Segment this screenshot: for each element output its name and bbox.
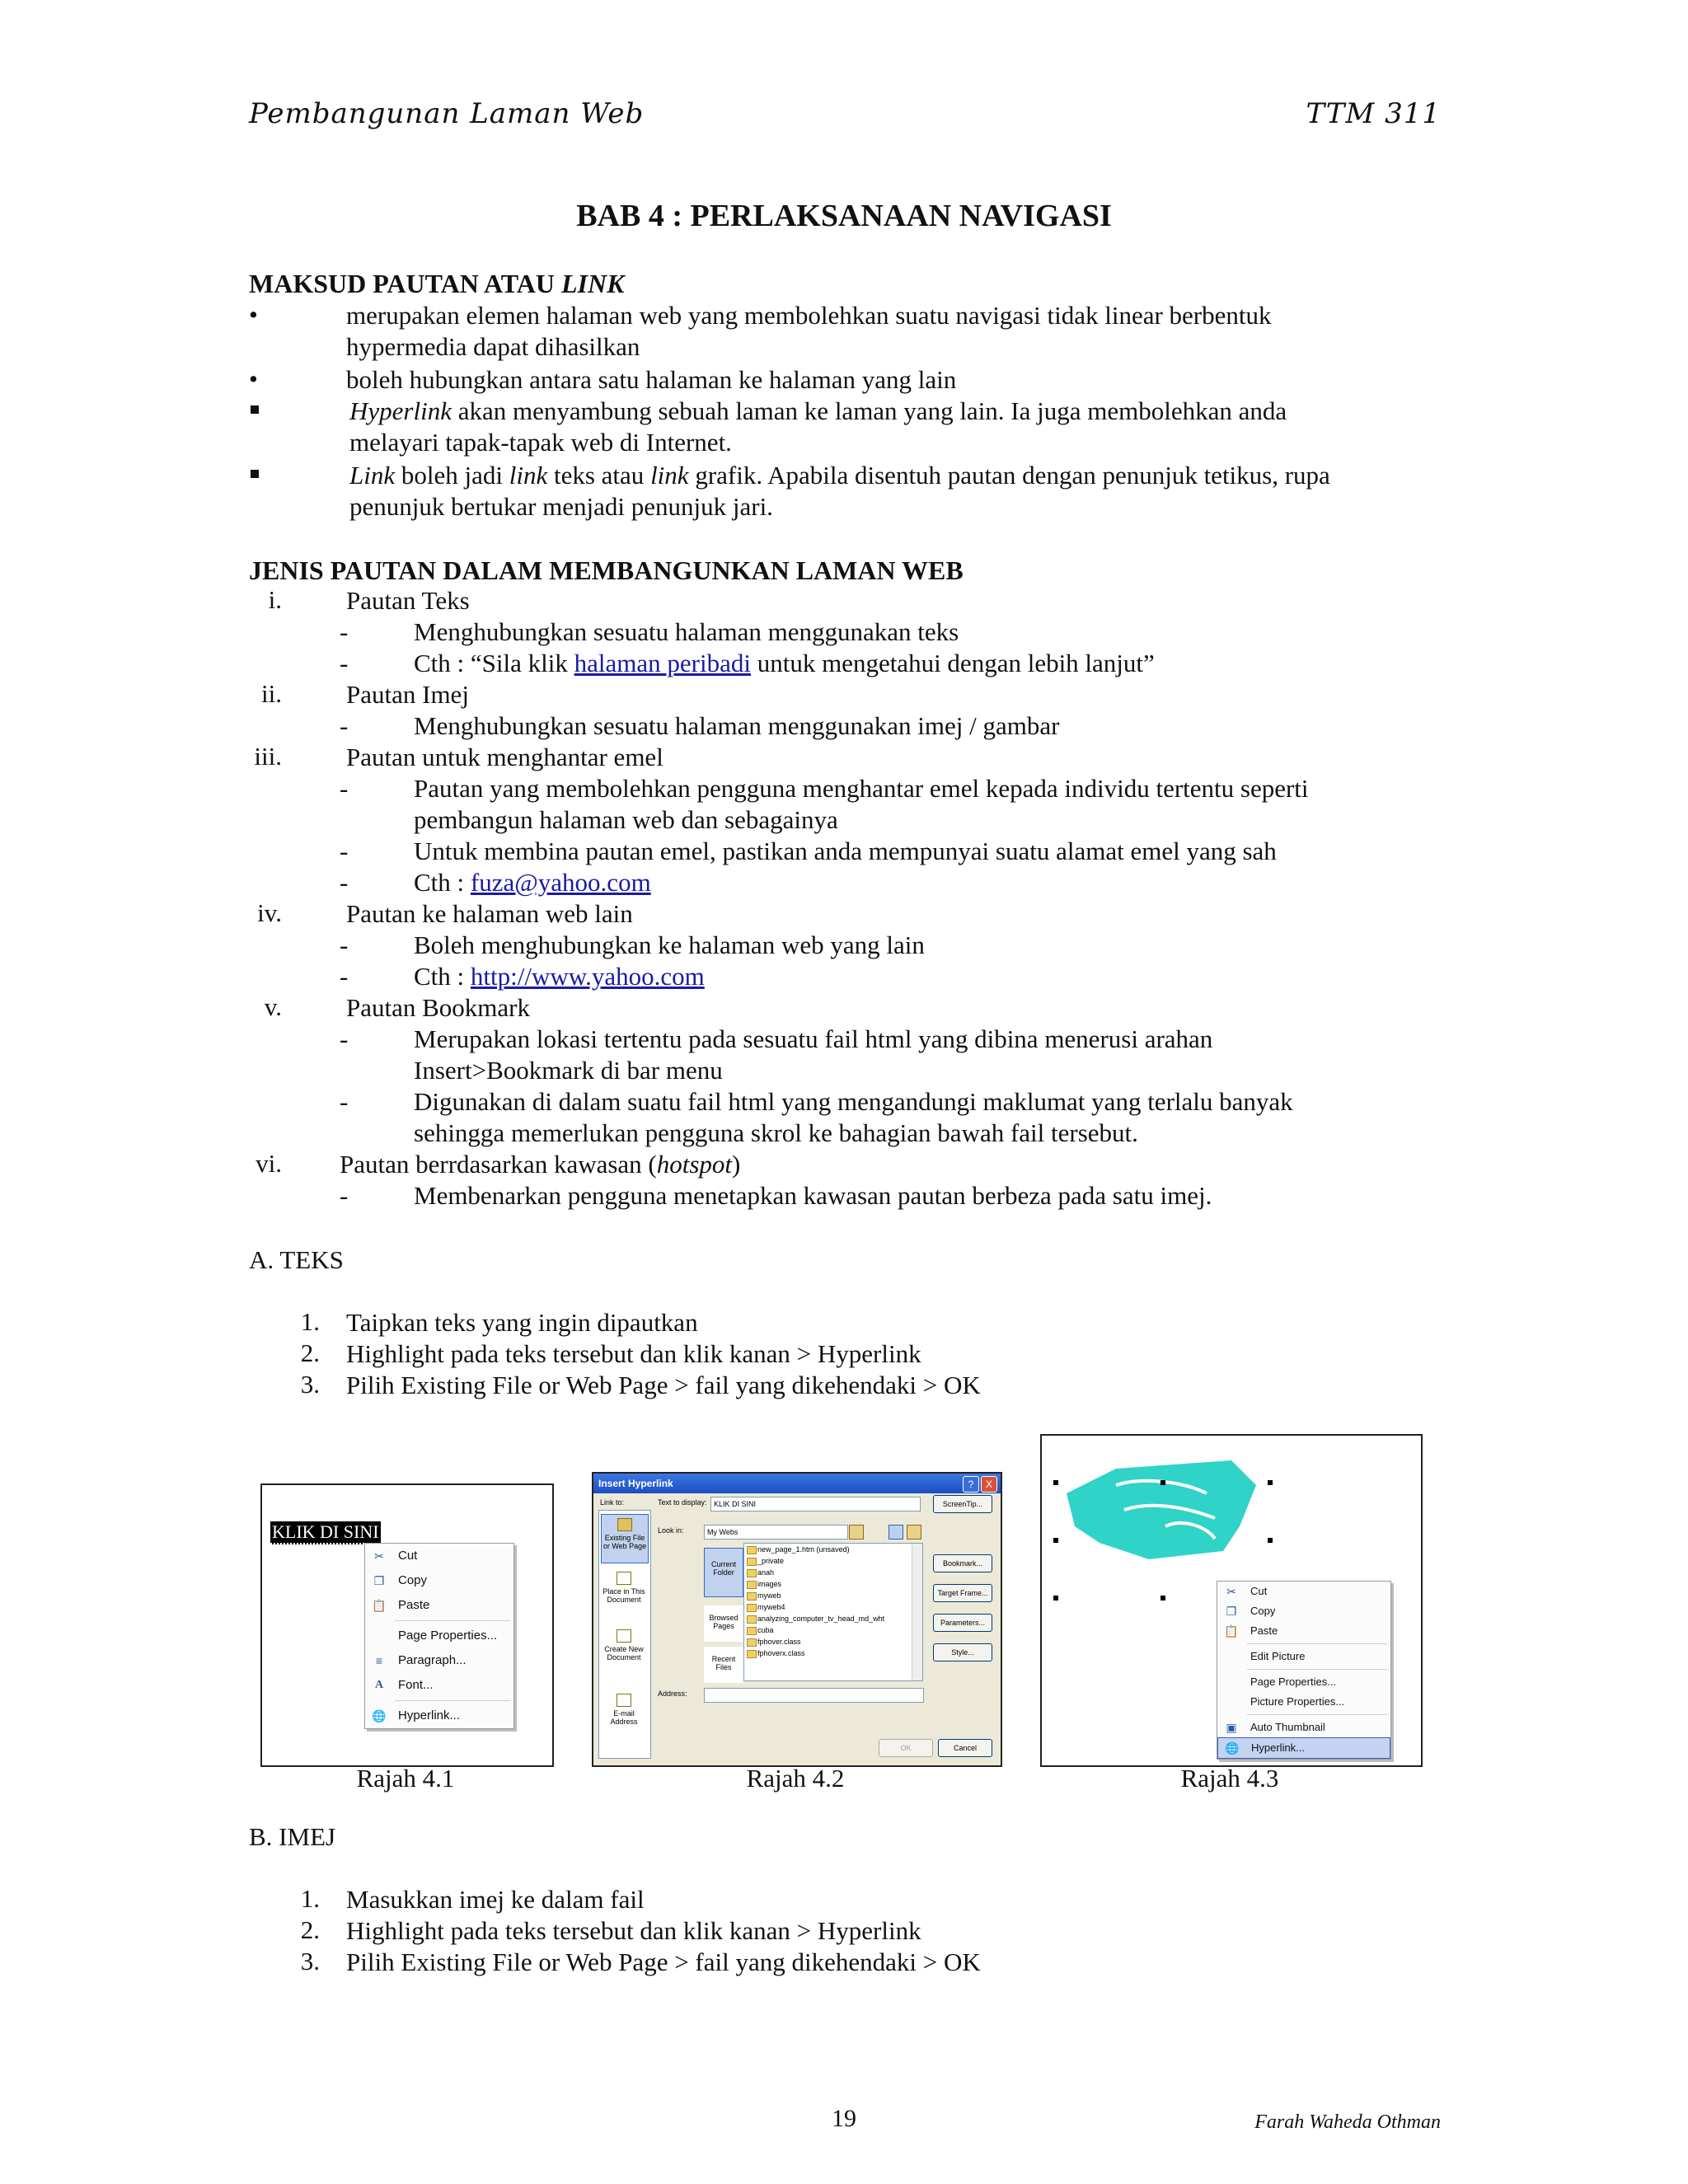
bullet-text: Link boleh jadi link teks atau link grafik. Apabila disentuh pautan dengan penunjuk tetikus, rupa xyxy=(349,461,1330,490)
text-to-display-input[interactable]: KLIK DI SINI xyxy=(710,1497,921,1511)
step-number: 3. xyxy=(300,1370,320,1399)
description: Pautan yang membolehkan pengguna menghantar emel kepada individu tertentu seperti xyxy=(414,774,1309,803)
section-heading-link-meaning: MAKSUD PAUTAN ATAU LINK xyxy=(249,269,625,298)
figure-4-2-insert-hyperlink xyxy=(592,1472,1002,1767)
list-numeral: i. xyxy=(268,585,282,614)
resize-handle[interactable] xyxy=(1053,1538,1058,1543)
description: Membenarkan pengguna menetapkan kawasan pautan berbeza pada satu imej. xyxy=(414,1181,1212,1210)
running-header-title: Pembangunan Laman Web xyxy=(249,97,645,130)
scissors-icon: ✂ xyxy=(374,1549,384,1563)
menu-item-page-properties[interactable]: Page Properties... xyxy=(1250,1675,1337,1688)
menu-item-hyperlink[interactable]: 🌐 Hyperlink... xyxy=(372,1708,461,1722)
running-header-course: TTM 311 xyxy=(1306,97,1441,130)
bullet-text: boleh hubungkan antara satu halaman ke halaman yang lain xyxy=(346,365,957,394)
dash: - xyxy=(340,711,349,740)
example-email-link[interactable]: fuza@yahoo.com xyxy=(470,868,651,897)
step-text: Masukkan imej ke dalam fail xyxy=(346,1885,645,1914)
link-type-label: Pautan Teks xyxy=(346,586,470,615)
selected-text: KLIK DI SINI xyxy=(270,1521,381,1544)
bullet-text-cont: melayari tapak-tapak web di Internet. xyxy=(349,428,732,457)
image-context-menu xyxy=(1217,1581,1391,1760)
subsection-heading-image: B. IMEJ xyxy=(249,1822,336,1851)
description: Cth : “Sila klik halaman peribadi untuk mengetahui dengan lebih lanjut” xyxy=(414,649,1155,677)
step-number: 2. xyxy=(300,1915,320,1944)
list-item[interactable]: images xyxy=(744,1578,922,1590)
browse-file-icon[interactable] xyxy=(907,1525,921,1540)
current-folder-tab[interactable]: Current Folder xyxy=(704,1548,743,1597)
link-type-label: Pautan ke halaman web lain xyxy=(346,899,633,928)
dash: - xyxy=(340,837,349,865)
example-text-link[interactable]: halaman peribadi xyxy=(574,649,751,677)
list-numeral: vi. xyxy=(256,1149,282,1178)
bullet-marker: • xyxy=(249,364,258,393)
description: Menghubungkan sesuatu halaman menggunakan imej / gambar xyxy=(414,711,1060,740)
address-input[interactable] xyxy=(704,1688,924,1703)
square-bullet xyxy=(251,470,259,478)
clipart-shape xyxy=(1067,1460,1256,1559)
create-new-document-button[interactable]: Create New Document xyxy=(601,1629,647,1661)
cancel-button[interactable]: Cancel xyxy=(938,1739,992,1757)
description: Cth : fuza@yahoo.com xyxy=(414,868,651,897)
description: Menghubungkan sesuatu halaman menggunakan teks xyxy=(414,617,959,646)
list-item[interactable]: fphover.class xyxy=(744,1636,922,1647)
dash: - xyxy=(340,649,349,677)
paste-icon: 📋 xyxy=(1224,1624,1239,1638)
menu-separator xyxy=(1247,1669,1387,1670)
list-numeral: ii. xyxy=(261,679,282,708)
document-icon xyxy=(617,1572,631,1585)
link-to-label: Link to: xyxy=(600,1498,625,1507)
list-item[interactable]: myweb xyxy=(744,1590,922,1601)
target-frame-button[interactable]: Target Frame... xyxy=(933,1584,992,1602)
author-name: Farah Waheda Othman xyxy=(1254,2111,1441,2133)
menu-item-copy[interactable]: ❐ Copy xyxy=(365,1568,513,1593)
bullet-text: Hyperlink akan menyambung sebuah laman ke laman yang lain. Ia juga membolehkan anda xyxy=(349,396,1287,425)
place-in-document-button[interactable]: Place in This Document xyxy=(601,1572,647,1604)
menu-item-cut[interactable]: ✂ Cut xyxy=(365,1544,513,1568)
ok-button[interactable]: OK xyxy=(879,1739,933,1757)
look-in-select[interactable]: My Webs xyxy=(704,1525,848,1540)
menu-separator xyxy=(1247,1714,1387,1715)
resize-handle[interactable] xyxy=(1160,1480,1165,1485)
menu-item-page-properties[interactable]: Page Properties... xyxy=(398,1629,498,1643)
menu-item-paste[interactable]: 📋 Paste xyxy=(1224,1624,1278,1638)
menu-item-hyperlink[interactable]: 🌐 Hyperlink... xyxy=(1217,1737,1390,1759)
menu-item-paste[interactable]: 📋 Paste xyxy=(372,1598,430,1612)
address-label: Address: xyxy=(658,1690,687,1698)
insert-hyperlink-dialog xyxy=(593,1474,1001,1765)
dash: - xyxy=(340,962,349,991)
resize-handle[interactable] xyxy=(1268,1480,1273,1485)
thumbnail-icon: ▣ xyxy=(1226,1721,1237,1734)
new-document-icon xyxy=(617,1629,631,1643)
link-type-label: Pautan untuk menghantar emel xyxy=(346,743,663,771)
close-icon[interactable]: X xyxy=(981,1476,997,1493)
menu-item-auto-thumbnail[interactable]: ▣ Auto Thumbnail xyxy=(1217,1718,1390,1737)
list-item[interactable]: _private xyxy=(744,1555,922,1567)
recent-files-tab[interactable]: Recent Files xyxy=(704,1647,743,1683)
list-numeral: iv. xyxy=(257,898,282,927)
globe-link-icon: 🌐 xyxy=(372,1709,387,1722)
description: Untuk membina pautan emel, pastikan anda mempunyai suatu alamat emel yang sah xyxy=(414,837,1277,865)
screentip-button[interactable]: ScreenTip... xyxy=(933,1495,992,1513)
resize-handle[interactable] xyxy=(1053,1596,1058,1601)
copy-icon: ❐ xyxy=(373,1574,385,1587)
description: Merupakan lokasi tertentu pada sesuatu fail html yang dibina menerusi arahan xyxy=(414,1024,1213,1053)
menu-separator xyxy=(395,1700,510,1701)
chapter-title: BAB 4 : PERLAKSANAAN NAVIGASI xyxy=(576,199,1112,233)
figure-4-1-context-menu xyxy=(260,1483,554,1767)
list-item[interactable]: anah xyxy=(744,1567,922,1578)
scrollbar[interactable] xyxy=(912,1544,922,1680)
list-item[interactable]: myweb4 xyxy=(744,1601,922,1613)
list-numeral: v. xyxy=(264,992,282,1021)
bullet-text-cont: penunjuk bertukar menjadi penunjuk jari. xyxy=(349,492,773,521)
figure-caption: Rajah 4.1 xyxy=(356,1764,455,1793)
file-list[interactable] xyxy=(743,1543,923,1681)
description: Digunakan di dalam suatu fail html yang mengandungi maklumat yang terlalu banyak xyxy=(414,1087,1293,1116)
list-numeral: iii. xyxy=(254,742,282,771)
menu-separator xyxy=(395,1620,510,1621)
step-number: 1. xyxy=(300,1307,320,1336)
resize-handle[interactable] xyxy=(1160,1596,1165,1601)
envelope-icon xyxy=(617,1694,631,1707)
paste-icon: 📋 xyxy=(372,1599,387,1612)
paragraph-icon: ≡ xyxy=(375,1654,383,1667)
link-to-sidebar xyxy=(598,1510,651,1759)
email-address-button[interactable]: E-mail Address xyxy=(601,1694,647,1726)
globe-page-icon xyxy=(617,1518,632,1531)
link-type-label: Pautan Bookmark xyxy=(346,993,530,1022)
look-in-label: Look in: xyxy=(658,1526,684,1535)
dash: - xyxy=(340,1181,349,1210)
bullet-text-cont: hypermedia dapat dihasilkan xyxy=(346,332,640,361)
font-icon: A xyxy=(374,1679,384,1691)
bullet-text: merupakan elemen halaman web yang membolehkan suatu navigasi tidak linear berbentuk xyxy=(346,301,1272,330)
figure-4-3-image-context-menu xyxy=(1040,1434,1423,1767)
dash: - xyxy=(340,930,349,959)
link-type-label: Pautan Imej xyxy=(346,680,469,709)
resize-handle[interactable] xyxy=(1268,1538,1273,1543)
dash: - xyxy=(340,1024,349,1053)
menu-separator xyxy=(1247,1643,1387,1644)
copy-icon: ❐ xyxy=(1226,1605,1237,1618)
resize-handle[interactable] xyxy=(1053,1480,1058,1485)
existing-file-button[interactable]: Existing File or Web Page xyxy=(601,1514,649,1563)
context-menu xyxy=(364,1543,514,1729)
figure-caption: Rajah 4.2 xyxy=(746,1764,845,1793)
dash: - xyxy=(340,868,349,897)
page-number: 19 xyxy=(832,2105,856,2132)
subsection-heading-text: A. TEKS xyxy=(249,1245,344,1274)
list-item[interactable]: cuba xyxy=(744,1624,922,1636)
menu-item-cut[interactable]: ✂ Cut xyxy=(1217,1582,1390,1601)
figure-caption: Rajah 4.3 xyxy=(1180,1764,1279,1793)
step-number: 3. xyxy=(300,1947,320,1975)
menu-item-edit-picture[interactable]: Edit Picture xyxy=(1250,1650,1306,1662)
menu-item-paragraph[interactable]: ≡ Paragraph... xyxy=(365,1648,513,1673)
list-item[interactable]: analyzing_computer_tv_head_md_wht xyxy=(744,1613,922,1624)
square-bullet xyxy=(251,405,259,414)
browsed-pages-tab[interactable]: Browsed Pages xyxy=(704,1605,743,1642)
style-button[interactable]: Style... xyxy=(933,1643,992,1661)
web-search-icon[interactable] xyxy=(889,1525,903,1540)
menu-item-font[interactable]: A Font... xyxy=(365,1673,513,1698)
menu-item-picture-properties[interactable]: Picture Properties... xyxy=(1250,1695,1345,1708)
globe-link-icon: 🌐 xyxy=(1225,1741,1240,1755)
help-icon[interactable]: ? xyxy=(963,1476,979,1493)
bullet-marker: • xyxy=(249,300,258,329)
dash: - xyxy=(340,774,349,803)
step-number: 2. xyxy=(300,1338,320,1367)
step-number: 1. xyxy=(300,1884,320,1913)
list-item[interactable]: fphoverx.class xyxy=(744,1647,922,1659)
description-cont: Insert>Bookmark di bar menu xyxy=(414,1056,723,1085)
parameters-button[interactable]: Parameters... xyxy=(933,1614,992,1632)
link-type-label: Pautan berrdasarkan kawasan (hotspot) xyxy=(340,1150,741,1179)
description-cont: pembangun halaman web dan sebagainya xyxy=(414,805,838,834)
list-item[interactable]: new_page_1.htm (unsaved) xyxy=(744,1544,922,1555)
dash: - xyxy=(340,617,349,646)
up-folder-icon[interactable] xyxy=(849,1525,864,1540)
example-url-link[interactable]: http://www.yahoo.com xyxy=(470,962,705,991)
text-to-display-label: Text to display: xyxy=(658,1498,707,1507)
dash: - xyxy=(340,1087,349,1116)
step-text: Pilih Existing File or Web Page > fail yang dikehendaki > OK xyxy=(346,1947,981,1976)
dialog-title: Insert Hyperlink xyxy=(593,1474,1001,1493)
bookmark-button[interactable]: Bookmark... xyxy=(933,1554,992,1572)
description: Boleh menghubungkan ke halaman web yang lain xyxy=(414,930,925,959)
step-text: Highlight pada teks tersebut dan klik kanan > Hyperlink xyxy=(346,1339,921,1368)
scissors-icon: ✂ xyxy=(1226,1585,1236,1598)
step-text: Highlight pada teks tersebut dan klik kanan > Hyperlink xyxy=(346,1916,921,1945)
step-text: Pilih Existing File or Web Page > fail yang dikehendaki > OK xyxy=(346,1371,981,1399)
section-heading-link-types: JENIS PAUTAN DALAM MEMBANGUNKAN LAMAN WEB xyxy=(249,555,964,585)
step-text: Taipkan teks yang ingin dipautkan xyxy=(346,1308,698,1337)
description: Cth : http://www.yahoo.com xyxy=(414,962,705,991)
description-cont: sehingga memerlukan pengguna skrol ke bahagian bawah fail tersebut. xyxy=(414,1118,1138,1147)
menu-item-copy[interactable]: ❐ Copy xyxy=(1217,1601,1390,1621)
